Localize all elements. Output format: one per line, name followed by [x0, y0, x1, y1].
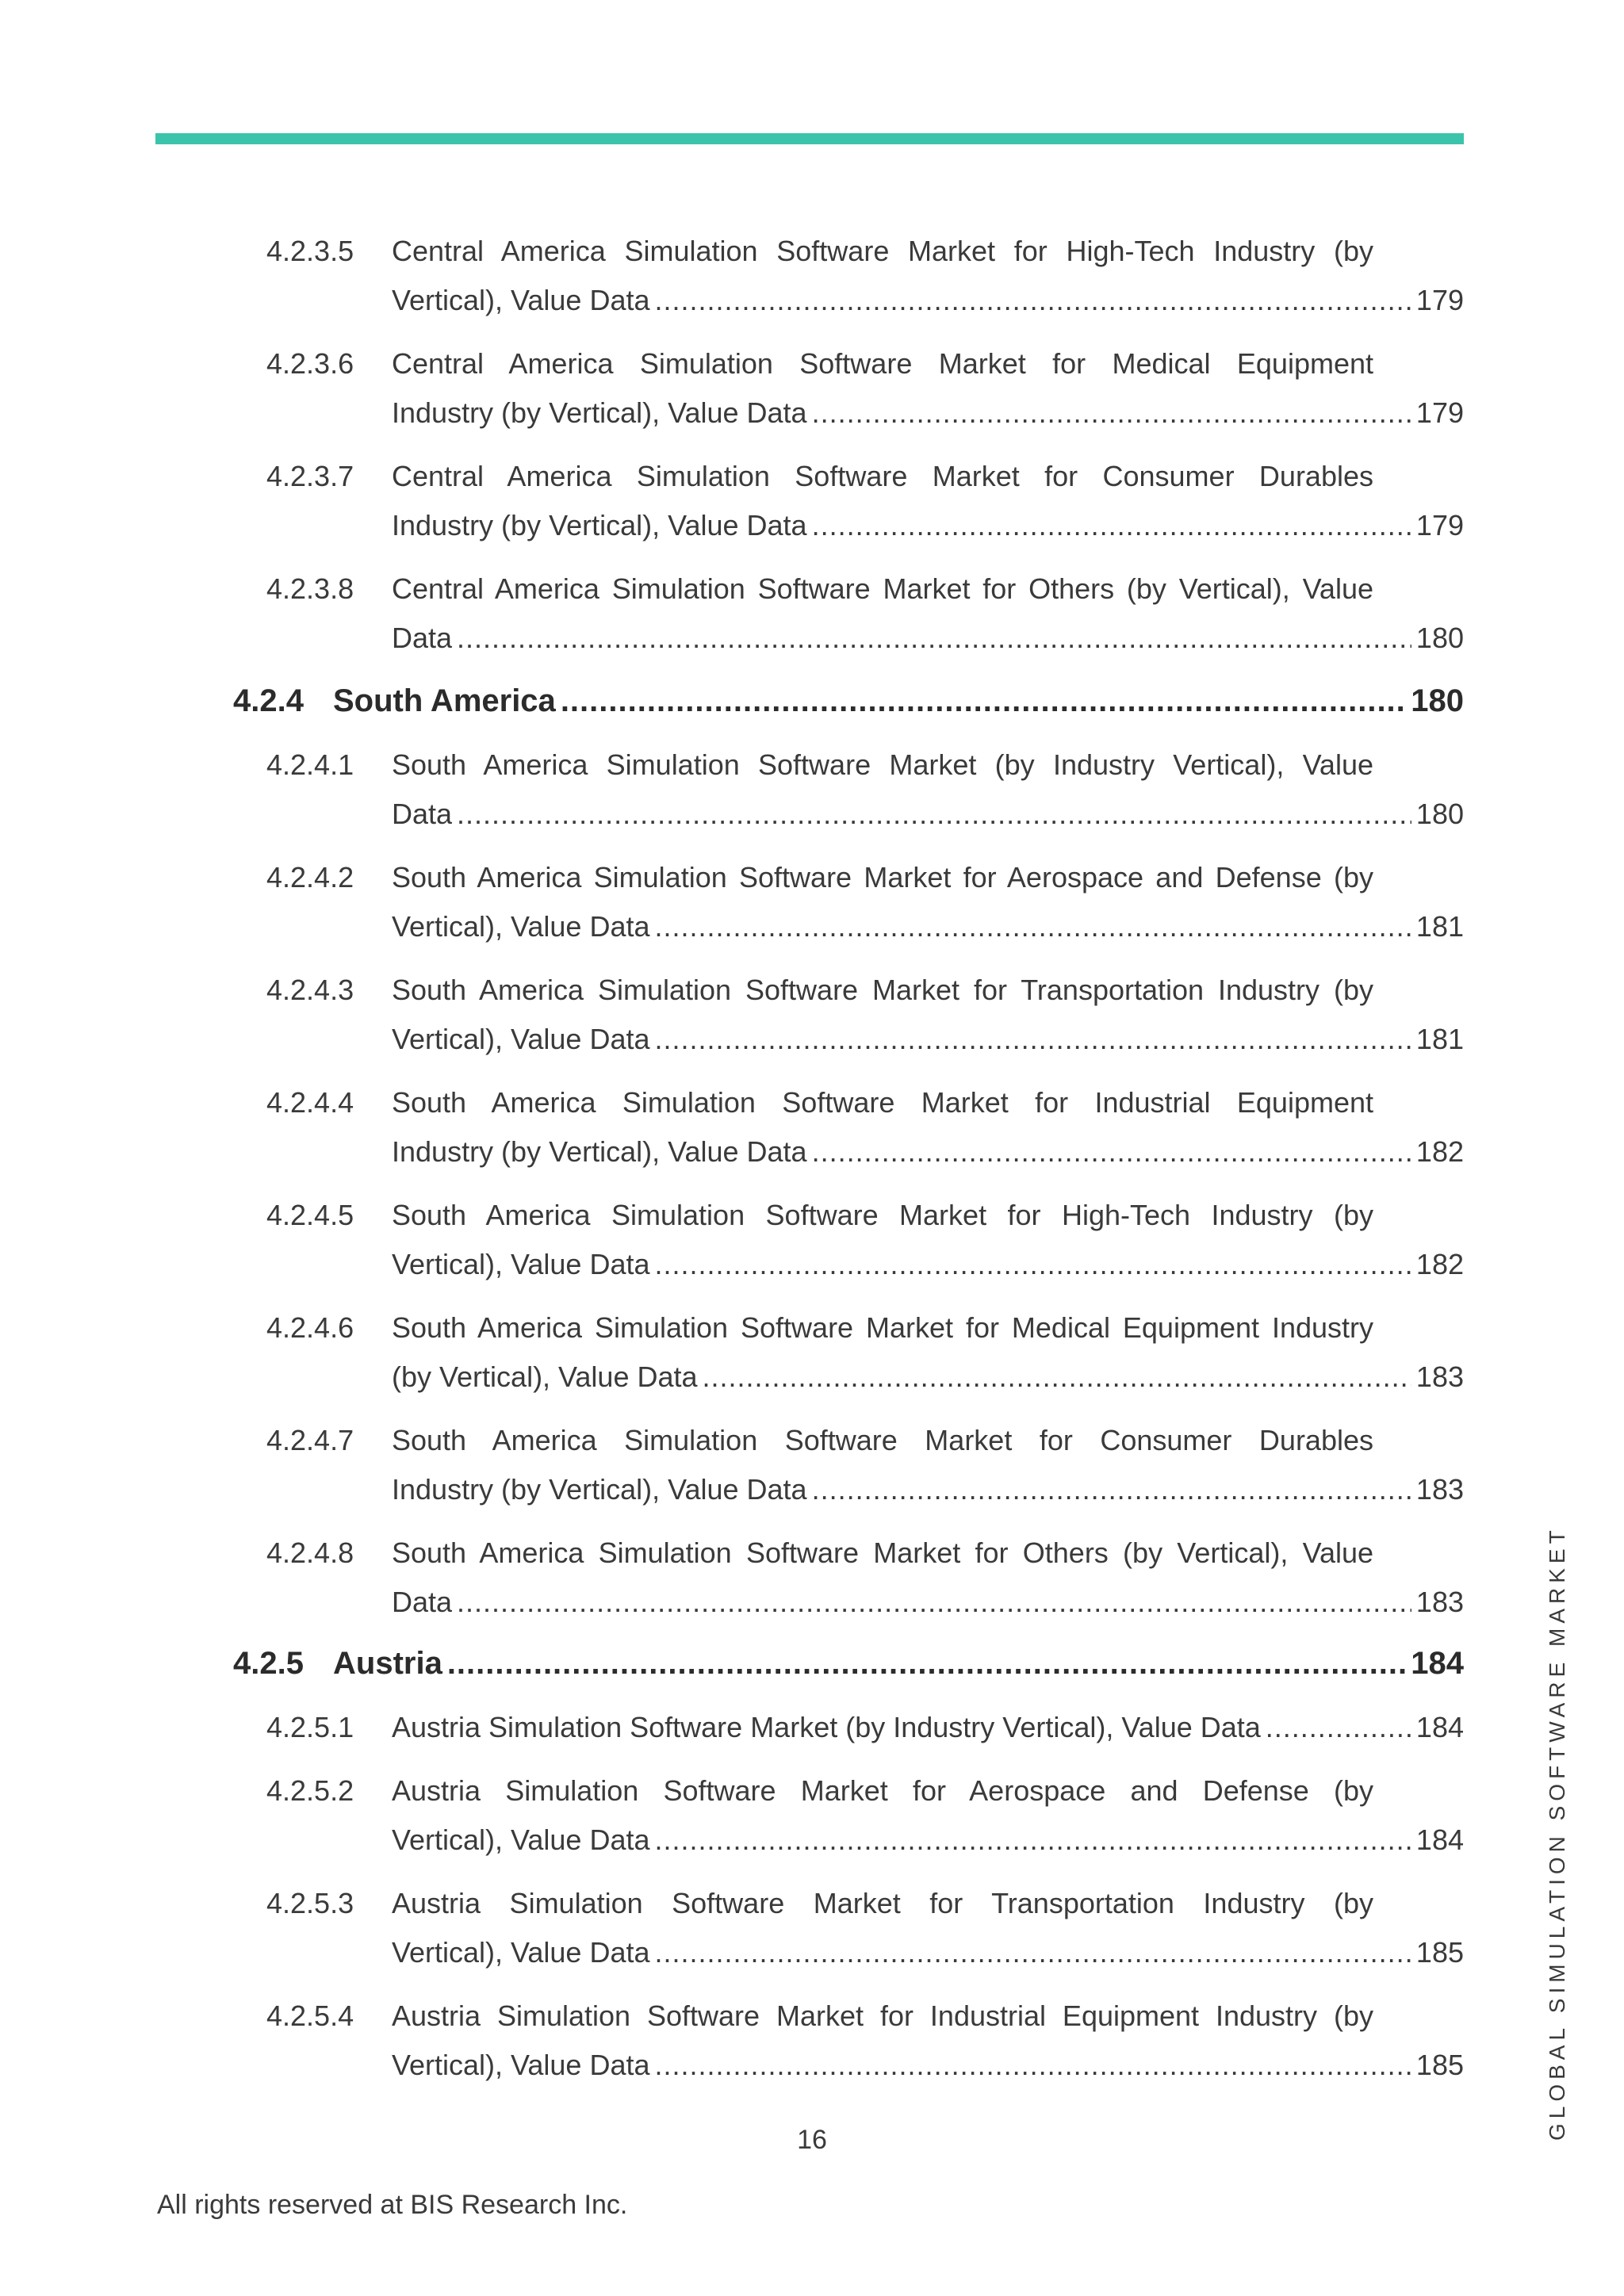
toc-entry-title: South America Simulation Software Market for Consumer Durables	[392, 1424, 1373, 1456]
toc-entry-title: Central America Simulation Software Market for Medical Equipment	[392, 347, 1373, 380]
toc-entry-title-end: Vertical), Value Data	[392, 2049, 650, 2081]
toc-section-heading[interactable]	[233, 675, 1464, 726]
toc-section-title: Austria	[333, 1646, 442, 1681]
toc-entry-title: Central America Simulation Software Market for Others (by Vertical), Value	[392, 572, 1373, 605]
toc-entry-title-continued	[392, 614, 1464, 663]
toc-entry-title: South America Simulation Software Market for Aerospace and Defense (by	[392, 861, 1373, 894]
toc-entry-title-end: Industry (by Vertical), Value Data	[392, 509, 807, 541]
toc-entry-title-continued	[392, 1127, 1464, 1177]
toc-section-title: South America	[333, 683, 556, 718]
toc-entry-title-continued	[392, 276, 1464, 325]
toc-page-number: 183	[1415, 1360, 1464, 1393]
toc-entry-title: Austria Simulation Software Market for Industrial Equipment Industry (by	[392, 1999, 1373, 2032]
toc-entry-number: 4.2.4.7	[266, 1424, 354, 1456]
toc-entry-title-end: Vertical), Value Data	[392, 1823, 650, 1856]
dot-leader	[655, 902, 1411, 951]
toc-entry-title-end: (by Vertical), Value Data	[392, 1360, 698, 1393]
toc-entry-number: 4.2.5.2	[266, 1774, 354, 1807]
dot-leader	[1266, 1703, 1411, 1752]
toc-entry-title: Austria Simulation Software Market for Transportation Industry (by	[392, 1887, 1373, 1919]
toc-entry-title-end: Data	[392, 798, 453, 830]
toc-page-number: 181	[1415, 1023, 1464, 1055]
toc-entry-title-continued	[392, 1465, 1464, 1514]
toc-entry-number: 4.2.3.5	[266, 235, 354, 267]
toc-entry-title-continued	[392, 1816, 1464, 1865]
toc-entry-title-end: Vertical), Value Data	[392, 1248, 650, 1280]
footer-copyright: All rights reserved at BIS Research Inc.	[157, 2190, 628, 2220]
toc-entry-number: 4.2.4.1	[266, 748, 354, 781]
toc-entry-title: Central America Simulation Software Market for High-Tech Industry (by	[392, 235, 1373, 267]
toc-page-number: 183	[1415, 1473, 1464, 1506]
toc-entry-title-end: Vertical), Value Data	[392, 1936, 650, 1969]
toc-page-number: 180	[1415, 798, 1464, 830]
toc-entry-title-end: Vertical), Value Data	[392, 910, 650, 943]
toc-entry-title-end: Data	[392, 622, 453, 654]
toc-entry-title-continued	[392, 501, 1464, 550]
toc-entry-number: 4.2.3.6	[266, 347, 354, 380]
page-number: 16	[797, 2125, 827, 2155]
dot-leader	[655, 1928, 1411, 1977]
toc-entry-title-end: Industry (by Vertical), Value Data	[392, 396, 807, 429]
toc-entry-title-end: Vertical), Value Data	[392, 1023, 650, 1055]
toc-page-number: 179	[1415, 396, 1464, 429]
toc-entry-title-end: Vertical), Value Data	[392, 284, 650, 316]
toc-entry-title: Austria Simulation Software Market for Aerospace and Defense (by	[392, 1774, 1373, 1807]
toc-page-number: 181	[1415, 910, 1464, 943]
dot-leader	[457, 614, 1411, 663]
toc-entry-number: 4.2.5.3	[266, 1887, 354, 1919]
dot-leader	[655, 276, 1411, 325]
toc-page-number: 179	[1415, 509, 1464, 541]
toc-entry-title: South America Simulation Software Market for High-Tech Industry (by	[392, 1199, 1373, 1231]
toc-entry-title: South America Simulation Software Market for Others (by Vertical), Value	[392, 1536, 1373, 1569]
dot-leader	[812, 501, 1411, 550]
dot-leader	[655, 1816, 1411, 1865]
toc-entry-number: 4.2.3.8	[266, 572, 354, 605]
toc-page-number: 184	[1411, 1646, 1464, 1681]
toc-entry-title: Central America Simulation Software Market for Consumer Durables	[392, 460, 1373, 492]
toc-page-number: 184	[1415, 1711, 1464, 1743]
toc-page-number: 183	[1415, 1586, 1464, 1618]
header-accent-bar	[155, 133, 1464, 144]
toc-entry-number: 4.2.4.4	[266, 1086, 354, 1119]
toc-section-number: 4.2.4	[233, 683, 304, 718]
toc-page-number: 179	[1415, 284, 1464, 316]
side-running-title: GLOBAL SIMULATION SOFTWARE MARKET	[1545, 1525, 1569, 2141]
toc-entry-number: 4.2.4.8	[266, 1536, 354, 1569]
dot-leader	[812, 1127, 1411, 1177]
dot-leader	[655, 1015, 1411, 1064]
toc-entry-title-continued	[392, 902, 1464, 951]
toc-entry-number: 4.2.4.2	[266, 861, 354, 894]
toc-entry-title-continued	[392, 790, 1464, 839]
toc-page-number: 180	[1415, 622, 1464, 654]
toc-entry-title-end: Data	[392, 1586, 453, 1618]
dot-leader	[457, 1578, 1411, 1627]
toc-entry-number: 4.2.4.3	[266, 974, 354, 1006]
toc-page-number: 180	[1411, 683, 1464, 718]
toc-entry-title-continued	[392, 1928, 1464, 1977]
toc-entry-title-continued	[392, 1240, 1464, 1289]
toc-entry-title: South America Simulation Software Market for Transportation Industry (by	[392, 974, 1373, 1006]
toc-entry-number: 4.2.4.5	[266, 1199, 354, 1231]
dot-leader	[457, 790, 1411, 839]
dot-leader	[703, 1353, 1411, 1402]
toc-entry-title: Austria Simulation Software Market (by Industry Vertical), Value Data	[392, 1711, 1261, 1743]
toc-entry-title: South America Simulation Software Market (by Industry Vertical), Value	[392, 748, 1373, 781]
toc-entry-title: South America Simulation Software Market for Medical Equipment Industry	[392, 1311, 1373, 1344]
dot-leader	[812, 388, 1411, 438]
dot-leader	[812, 1465, 1411, 1514]
toc-page-number: 182	[1415, 1135, 1464, 1168]
toc-entry-title-continued	[392, 1015, 1464, 1064]
toc-entry-title-continued	[392, 2041, 1464, 2090]
toc-entry-number: 4.2.5.1	[266, 1711, 354, 1743]
toc-page-number: 185	[1415, 1936, 1464, 1969]
toc-section-number: 4.2.5	[233, 1646, 304, 1681]
toc-entry-title: South America Simulation Software Market for Industrial Equipment	[392, 1086, 1373, 1119]
toc-page-number: 182	[1415, 1248, 1464, 1280]
toc-entry-title-continued	[392, 1578, 1464, 1627]
toc-entry-number: 4.2.5.4	[266, 1999, 354, 2032]
toc-section-heading[interactable]	[233, 1638, 1464, 1689]
toc-entry-title-end: Industry (by Vertical), Value Data	[392, 1473, 807, 1506]
toc-entry-title-continued	[392, 388, 1464, 438]
toc-page-number: 185	[1415, 2049, 1464, 2081]
toc-entry-number: 4.2.4.6	[266, 1311, 354, 1344]
dot-leader	[561, 675, 1408, 726]
toc-entry-title-continued	[392, 1353, 1464, 1402]
toc-entry-number: 4.2.3.7	[266, 460, 354, 492]
dot-leader	[447, 1638, 1408, 1689]
toc-entry-title-row	[392, 1703, 1464, 1752]
dot-leader	[655, 2041, 1411, 2090]
toc-page-number: 184	[1415, 1823, 1464, 1856]
dot-leader	[655, 1240, 1411, 1289]
toc-entry-title-end: Industry (by Vertical), Value Data	[392, 1135, 807, 1168]
